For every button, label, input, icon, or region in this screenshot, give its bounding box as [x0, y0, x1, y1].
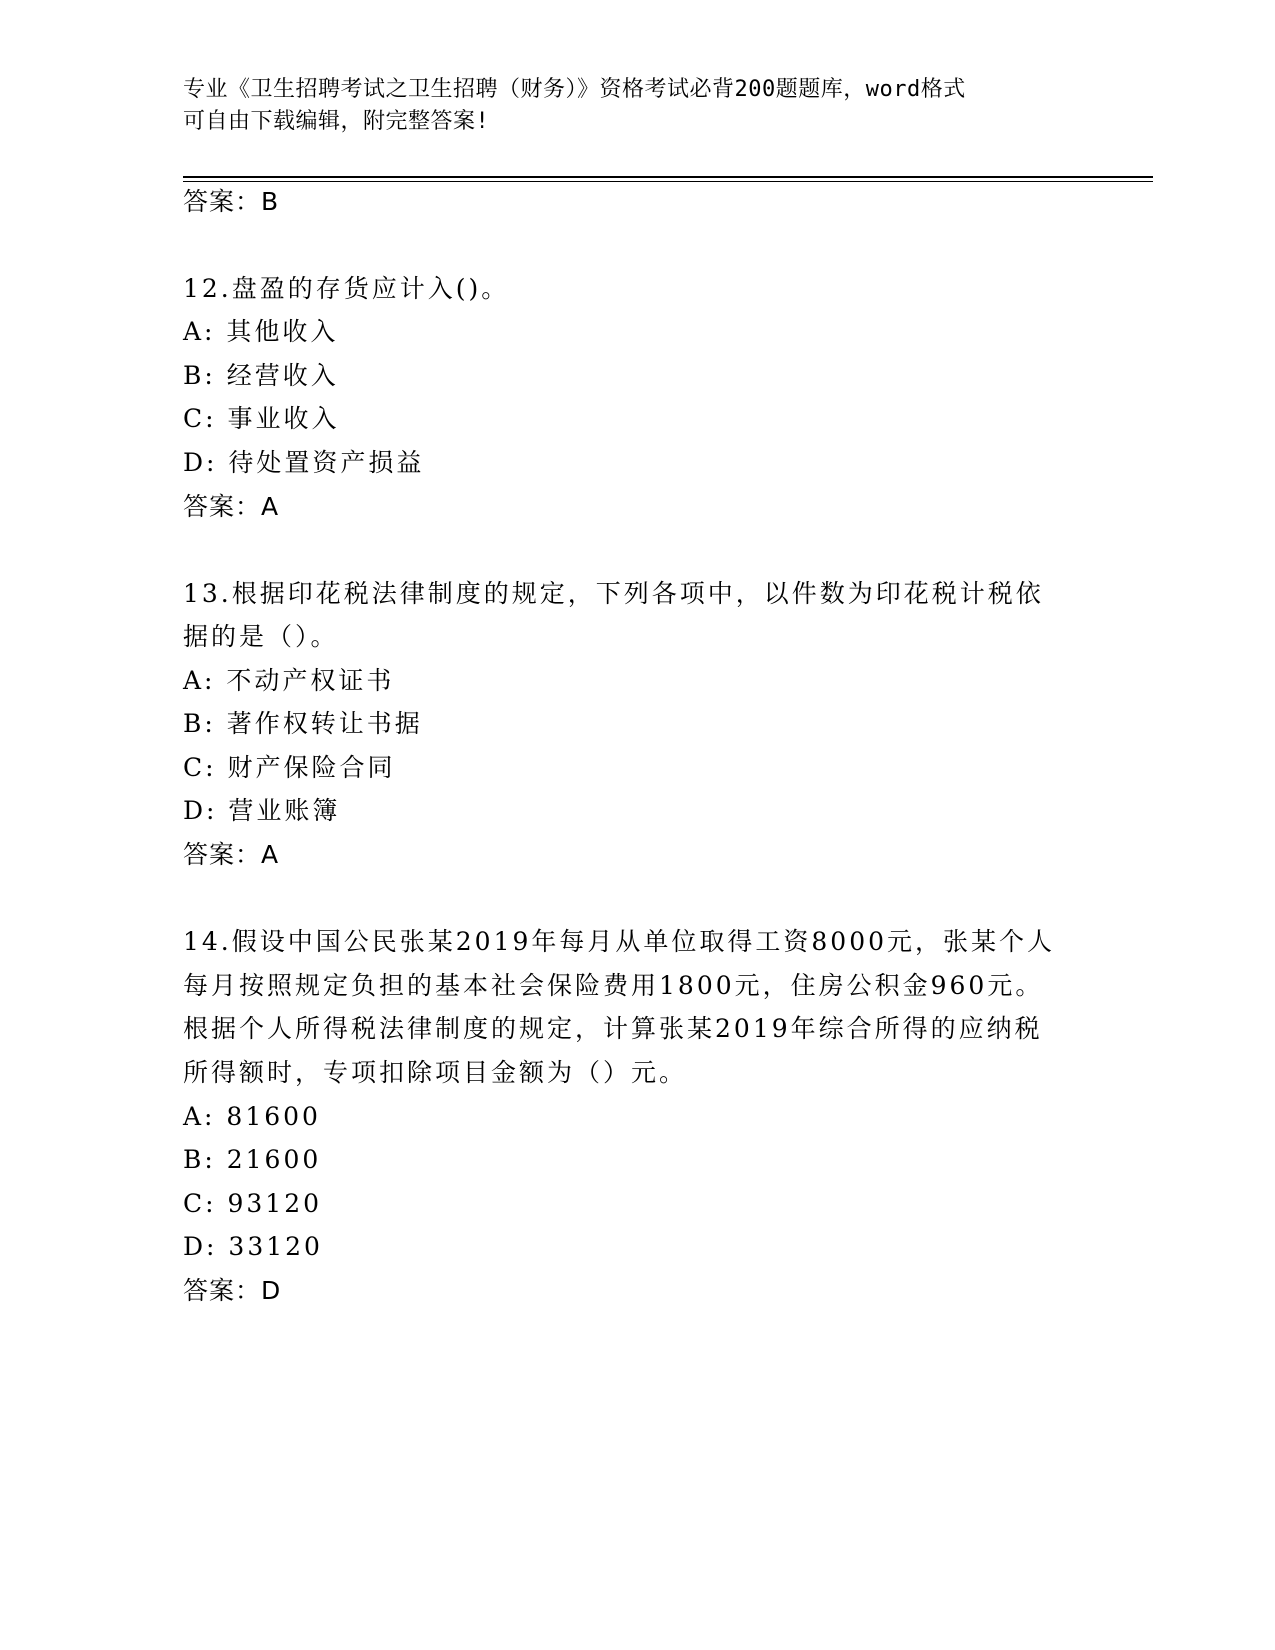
question-13-option-b: B: 著作权转让书据 — [183, 709, 423, 738]
question-14-text-line-2: 每月按照规定负担的基本社会保险费用1800元，住房公积金960元。 — [183, 971, 1044, 1000]
question-12-option-c: C: 事业收入 — [183, 404, 340, 433]
question-13-option-c: C: 财产保险合同 — [183, 753, 396, 782]
question-14-option-a: A: 81600 — [183, 1102, 321, 1131]
question-12-option-a: A: 其他收入 — [183, 317, 339, 346]
question-13-text-line-1: 13.根据印花税法律制度的规定，下列各项中，以件数为印花税计税依 — [183, 579, 1044, 608]
header-line-2: 可自由下载编辑，附完整答案! — [183, 109, 490, 134]
question-13-answer: 答案：A — [183, 840, 280, 869]
question-14-option-c: C: 93120 — [183, 1189, 323, 1218]
question-12-answer: 答案：A — [183, 492, 280, 521]
question-13-text-line-2: 据的是（）。 — [183, 622, 339, 651]
question-14-text-line-3: 根据个人所得税法律制度的规定，计算张某2019年综合所得的应纳税 — [183, 1014, 1043, 1043]
question-14-text-line-1: 14.假设中国公民张某2019年每月从单位取得工资8000元，张某个人 — [183, 927, 1056, 956]
question-14-option-b: B: 21600 — [183, 1145, 322, 1174]
question-13-option-a: A: 不动产权证书 — [183, 666, 395, 695]
question-13-option-d: D: 营业账簿 — [183, 796, 341, 825]
question-12-text: 12.盘盈的存货应计入()。 — [183, 274, 510, 303]
answer-previous: 答案：B — [183, 187, 280, 216]
question-14-text-line-4: 所得额时，专项扣除项目金额为（）元。 — [183, 1058, 688, 1087]
header-line-1: 专业《卫生招聘考试之卫生招聘（财务）》资格考试必背200题题库，word格式 — [183, 77, 966, 102]
header-divider-thin — [183, 181, 1153, 182]
question-14-option-d: D: 33120 — [183, 1232, 323, 1261]
question-14-answer: 答案：D — [183, 1276, 282, 1305]
question-12-option-b: B: 经营收入 — [183, 361, 339, 390]
question-12-option-d: D: 待处置资产损益 — [183, 448, 425, 477]
header-divider — [183, 176, 1153, 178]
document-header — [183, 74, 1063, 138]
